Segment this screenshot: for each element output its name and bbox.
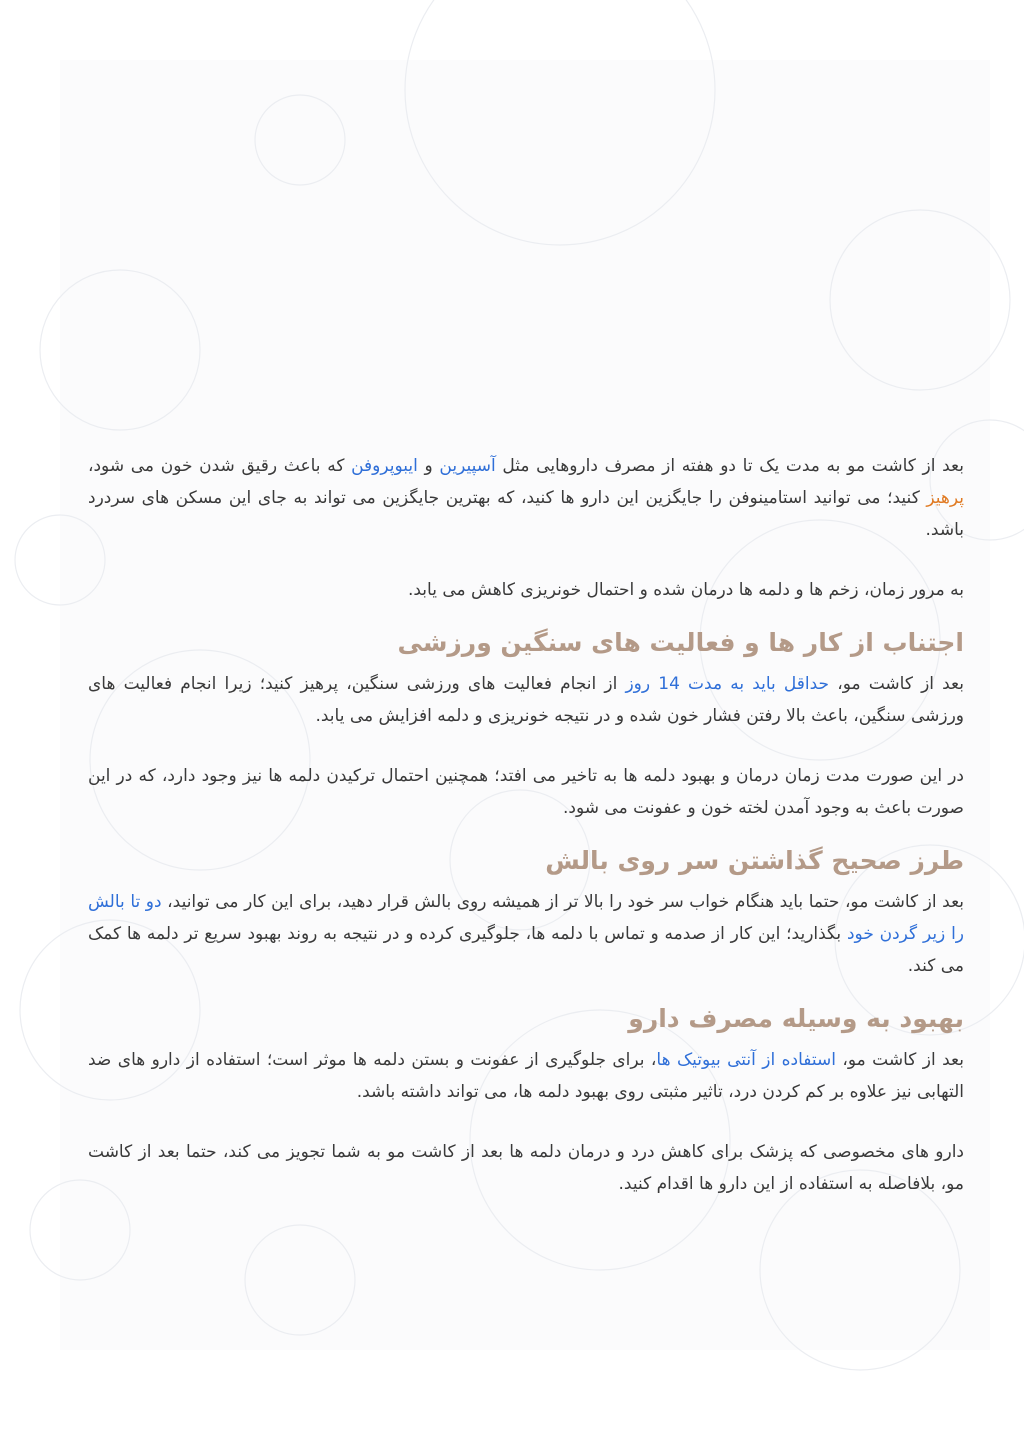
pillow-paragraph-1 bbox=[88, 886, 964, 982]
article-body bbox=[88, 450, 964, 1200]
aspirin-link[interactable]: آسپیرین bbox=[439, 456, 496, 476]
heading-avoid-exercise: اجتناب از کار ها و فعالیت های سنگین ورزشی bbox=[397, 628, 964, 657]
text-segment: بگذارید؛ این کار از صدمه و تماس با دلمه ها، جلوگیری کرده و در نتیجه به روند بهبود سریع تر دلمه ها کمک می کند. bbox=[88, 924, 964, 976]
medication-paragraph-1 bbox=[88, 1044, 964, 1108]
text-segment: بعد از کاشت مو، bbox=[829, 674, 964, 694]
decor-circle bbox=[255, 95, 345, 185]
heading-medication: بهبود به وسیله مصرف دارو bbox=[628, 1004, 964, 1033]
min-14-days-link[interactable]: حداقل باید به مدت 14 روز bbox=[625, 674, 830, 694]
text-segment: از انجام فعالیت های ورزشی سنگین، پرهیز کنید؛ زیرا انجام فعالیت های ورزشی سنگین، باعث بالا رفتن فشار خون شده و در نتیجه خونریزی و دلمه افزایش می یابد. bbox=[88, 674, 964, 726]
text-segment: بعد از کاشت مو به مدت یک تا دو هفته از مصرف داروهایی مثل bbox=[495, 456, 964, 476]
decor-circle bbox=[830, 210, 1010, 390]
decor-circle bbox=[760, 1170, 960, 1370]
decor-circle bbox=[40, 270, 200, 430]
heading-pillow: طرز صحیح گذاشتن سر روی بالش bbox=[545, 846, 964, 875]
avoid-highlight: پرهیز bbox=[926, 488, 964, 508]
text-segment: بعد از کاشت مو، حتما باید هنگام خواب سر خود را بالا تر از همیشه روی بالش قرار دهید، برای این کار می توانید، bbox=[161, 892, 965, 912]
two-pillows-link[interactable]: دو تا بالش را زیر گردن خود bbox=[88, 892, 964, 944]
ibuprofen-link[interactable]: ایبوپروفن bbox=[351, 456, 418, 476]
medication-paragraph-2: دارو های مخصوصی که پزشک برای کاهش درد و درمان دلمه ها بعد از کاشت مو به شما تجویز می کند، حتما بعد از کاشت مو، بلافاصله به استفاده از این دارو ها اقدام کنید. bbox=[88, 1142, 964, 1194]
text-segment: کنید؛ می توانید استامینوفن را جایگزین این دارو ها کنید، که بهترین جایگزین می تواند به جای این مسکن های سردرد باشد. bbox=[88, 488, 964, 540]
text-segment: و bbox=[417, 456, 440, 476]
text-segment: بعد از کاشت مو، bbox=[835, 1050, 964, 1070]
decor-circle bbox=[245, 1225, 355, 1335]
exercise-paragraph-1 bbox=[88, 668, 964, 732]
text-segment: که باعث رقیق شدن خون می شود، bbox=[88, 456, 352, 476]
intro-paragraph-2: به مرور زمان، زخم ها و دلمه ها درمان شده و احتمال خونریزی کاهش می یابد. bbox=[407, 580, 964, 600]
intro-paragraph-1 bbox=[88, 450, 964, 546]
decor-circle bbox=[405, 0, 715, 245]
text-segment: ، برای جلوگیری از عفونت و بستن دلمه ها موثر است؛ استفاده از دارو های ضد التهابی نیز علاوه بر کم کردن درد، تاثیر مثبتی روی بهبود دلمه ها، می تواند داشته باشد. bbox=[88, 1050, 964, 1102]
exercise-paragraph-2: در این صورت مدت زمان درمان و بهبود دلمه ها به تاخیر می افتد؛ همچنین احتمال ترکیدن دلمه ها نیز وجود دارد، که در این صورت باعث به وجود آمدن لخته خون و عفونت می شود. bbox=[88, 766, 964, 818]
antibiotics-link[interactable]: استفاده از آنتی بیوتیک ها bbox=[656, 1050, 836, 1070]
